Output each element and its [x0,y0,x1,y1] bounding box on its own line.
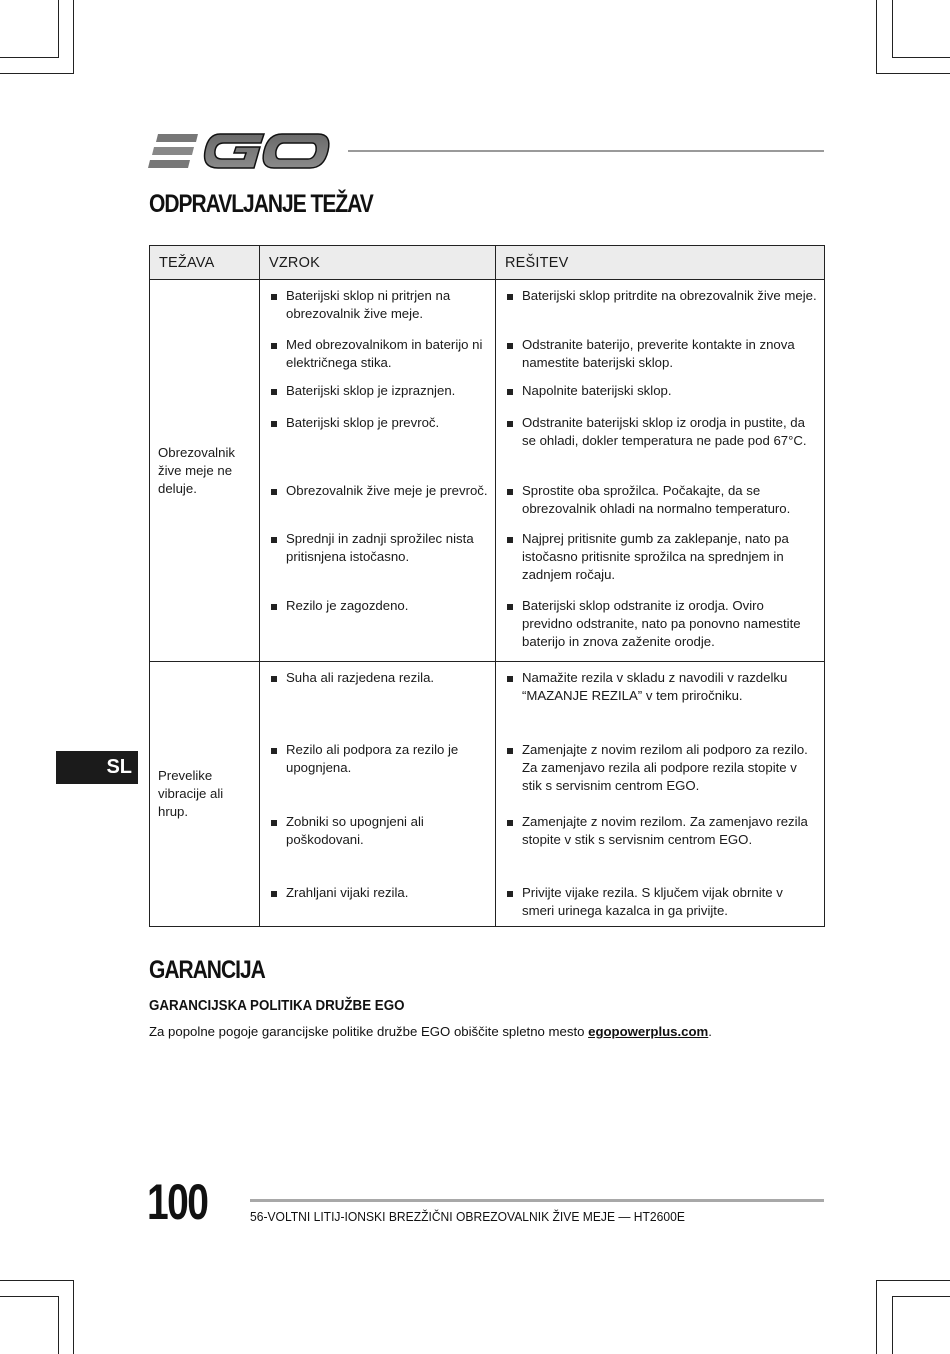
square-bullet-icon [271,389,277,395]
crop-mark [73,0,74,74]
crop-mark [0,57,58,58]
column-header-problem: TEŽAVA [150,246,260,280]
cause-text: Rezilo ali podpora za rezilo je upognjena. [286,741,459,775]
solution-text: Odstranite baterijo, preverite kontakte in znova namestite baterijski sklop. [522,336,795,370]
footer-rule [250,1199,824,1202]
cause-text: Baterijski sklop ni pritrjen na obrezovalnik žive meje. [286,288,451,321]
crop-mark [876,1280,950,1281]
table-row [150,662,825,734]
table-row [150,280,825,329]
troubleshooting-title: ODPRAVLJANJE TEŽAV [149,190,373,218]
square-bullet-icon [507,891,513,897]
square-bullet-icon [271,891,277,897]
cause-text: Zrahljani vijaki rezila. [286,884,409,900]
website-link[interactable]: egopowerplus.com [588,1024,709,1039]
problem-cell: Prevelike vibracije ali hrup. [150,662,260,927]
ego-logo [148,128,332,174]
square-bullet-icon [507,748,513,754]
column-header-cause: VZROK [260,246,496,280]
square-bullet-icon [271,604,277,610]
page-number: 100 [147,1174,208,1230]
crop-mark [876,1280,877,1354]
footer-text: 56-VOLTNI LITIJ-IONSKI BREZŽIČNI OBREZOVALNIK ŽIVE MEJE — HT2600E [250,1209,685,1224]
solution-text: Sprostite oba sprožilca. Počakajte, da se obrezovalnik ohladi na normalno temperaturo. [522,482,791,516]
square-bullet-icon [271,537,277,543]
square-bullet-icon [271,748,277,754]
solution-text: Napolnite baterijski sklop. [522,382,672,398]
cause-text: Baterijski sklop je prevroč. [286,414,440,430]
cause-text: Med obrezovalnikom in baterijo ni električnega stika. [286,336,483,370]
crop-mark [73,1280,74,1354]
square-bullet-icon [271,820,277,826]
crop-mark [0,73,74,74]
crop-mark [892,57,950,58]
crop-mark [0,1280,74,1281]
square-bullet-icon [507,389,513,395]
square-bullet-icon [271,489,277,495]
square-bullet-icon [507,537,513,543]
header-rule [348,150,824,152]
crop-mark [892,0,893,58]
cause-text: Rezilo je zagozdeno. [286,597,409,613]
solution-text: Zamenjajte z novim rezilom ali podporo za rezilo. Za zamenjavo rezila ali podpore rezila stopite v stik s servisnim centrom EGO. [522,741,808,793]
square-bullet-icon [507,676,513,682]
square-bullet-icon [507,604,513,610]
solution-text: Privijte vijake rezila. S ključem vijak obrnite v smeri urinega kazalca in ga privijte. [522,884,783,918]
solution-text: Zamenjajte z novim rezilom. Za zamenjavo rezila stopite v stik s servisnim centrom EGO. [522,813,808,847]
solution-text: Odstranite baterijski sklop iz orodja in pustite, da se ohladi, dokler temperatura ne pade pod 67°C. [522,414,807,448]
crop-mark [58,0,59,58]
square-bullet-icon [271,676,277,682]
solution-text: Najprej pritisnite gumb za zaklepanje, nato pa istočasno pritisnite sprožilca na sprednjem in zadnjem ročaju. [522,530,789,582]
square-bullet-icon [271,421,277,427]
language-tab: SL [56,751,138,784]
warranty-text-end: . [708,1024,712,1039]
cause-text: Obrezovalnik žive meje je prevroč. [286,482,488,498]
warranty-text: Za popolne pogoje garancijske politike družbe EGO obiščite spletno mesto [149,1024,589,1039]
warranty-title: GARANCIJA [149,956,265,984]
cause-text: Zobniki so upognjeni ali poškodovani. [286,813,424,847]
solution-text: Namažite rezila v skladu z navodili v razdelku “MAZANJE REZILA” v tem priročniku. [522,670,788,703]
square-bullet-icon [507,343,513,349]
cause-text: Suha ali razjedena rezila. [286,670,435,685]
crop-mark [0,1296,58,1297]
square-bullet-icon [271,343,277,349]
square-bullet-icon [507,294,513,300]
warranty-subtitle: GARANCIJSKA POLITIKA DRUŽBE EGO [149,998,405,1014]
cause-text: Sprednji in zadnji sprožilec nista pritisnjena istočasno. [286,530,474,564]
table-header-row [150,246,825,280]
solution-text: Baterijski sklop odstranite iz orodja. Oviro previdno odstranite, nato pa ponovno namestite baterijo in znova zaženite orodje. [522,597,801,649]
square-bullet-icon [271,294,277,300]
square-bullet-icon [507,489,513,495]
crop-mark [892,1296,893,1354]
square-bullet-icon [507,820,513,826]
crop-mark [892,1296,950,1297]
solution-text: Baterijski sklop pritrdite na obrezovalnik žive meje. [522,288,817,303]
crop-mark [876,73,950,74]
problem-cell: Obrezovalnik žive meje ne deluje. [150,280,260,662]
warranty-paragraph [149,1024,712,1039]
square-bullet-icon [507,421,513,427]
cause-text: Baterijski sklop je izpraznjen. [286,382,456,398]
crop-mark [876,0,877,74]
troubleshooting-table [149,245,825,927]
column-header-solution: REŠITEV [496,246,825,280]
crop-mark [58,1296,59,1354]
